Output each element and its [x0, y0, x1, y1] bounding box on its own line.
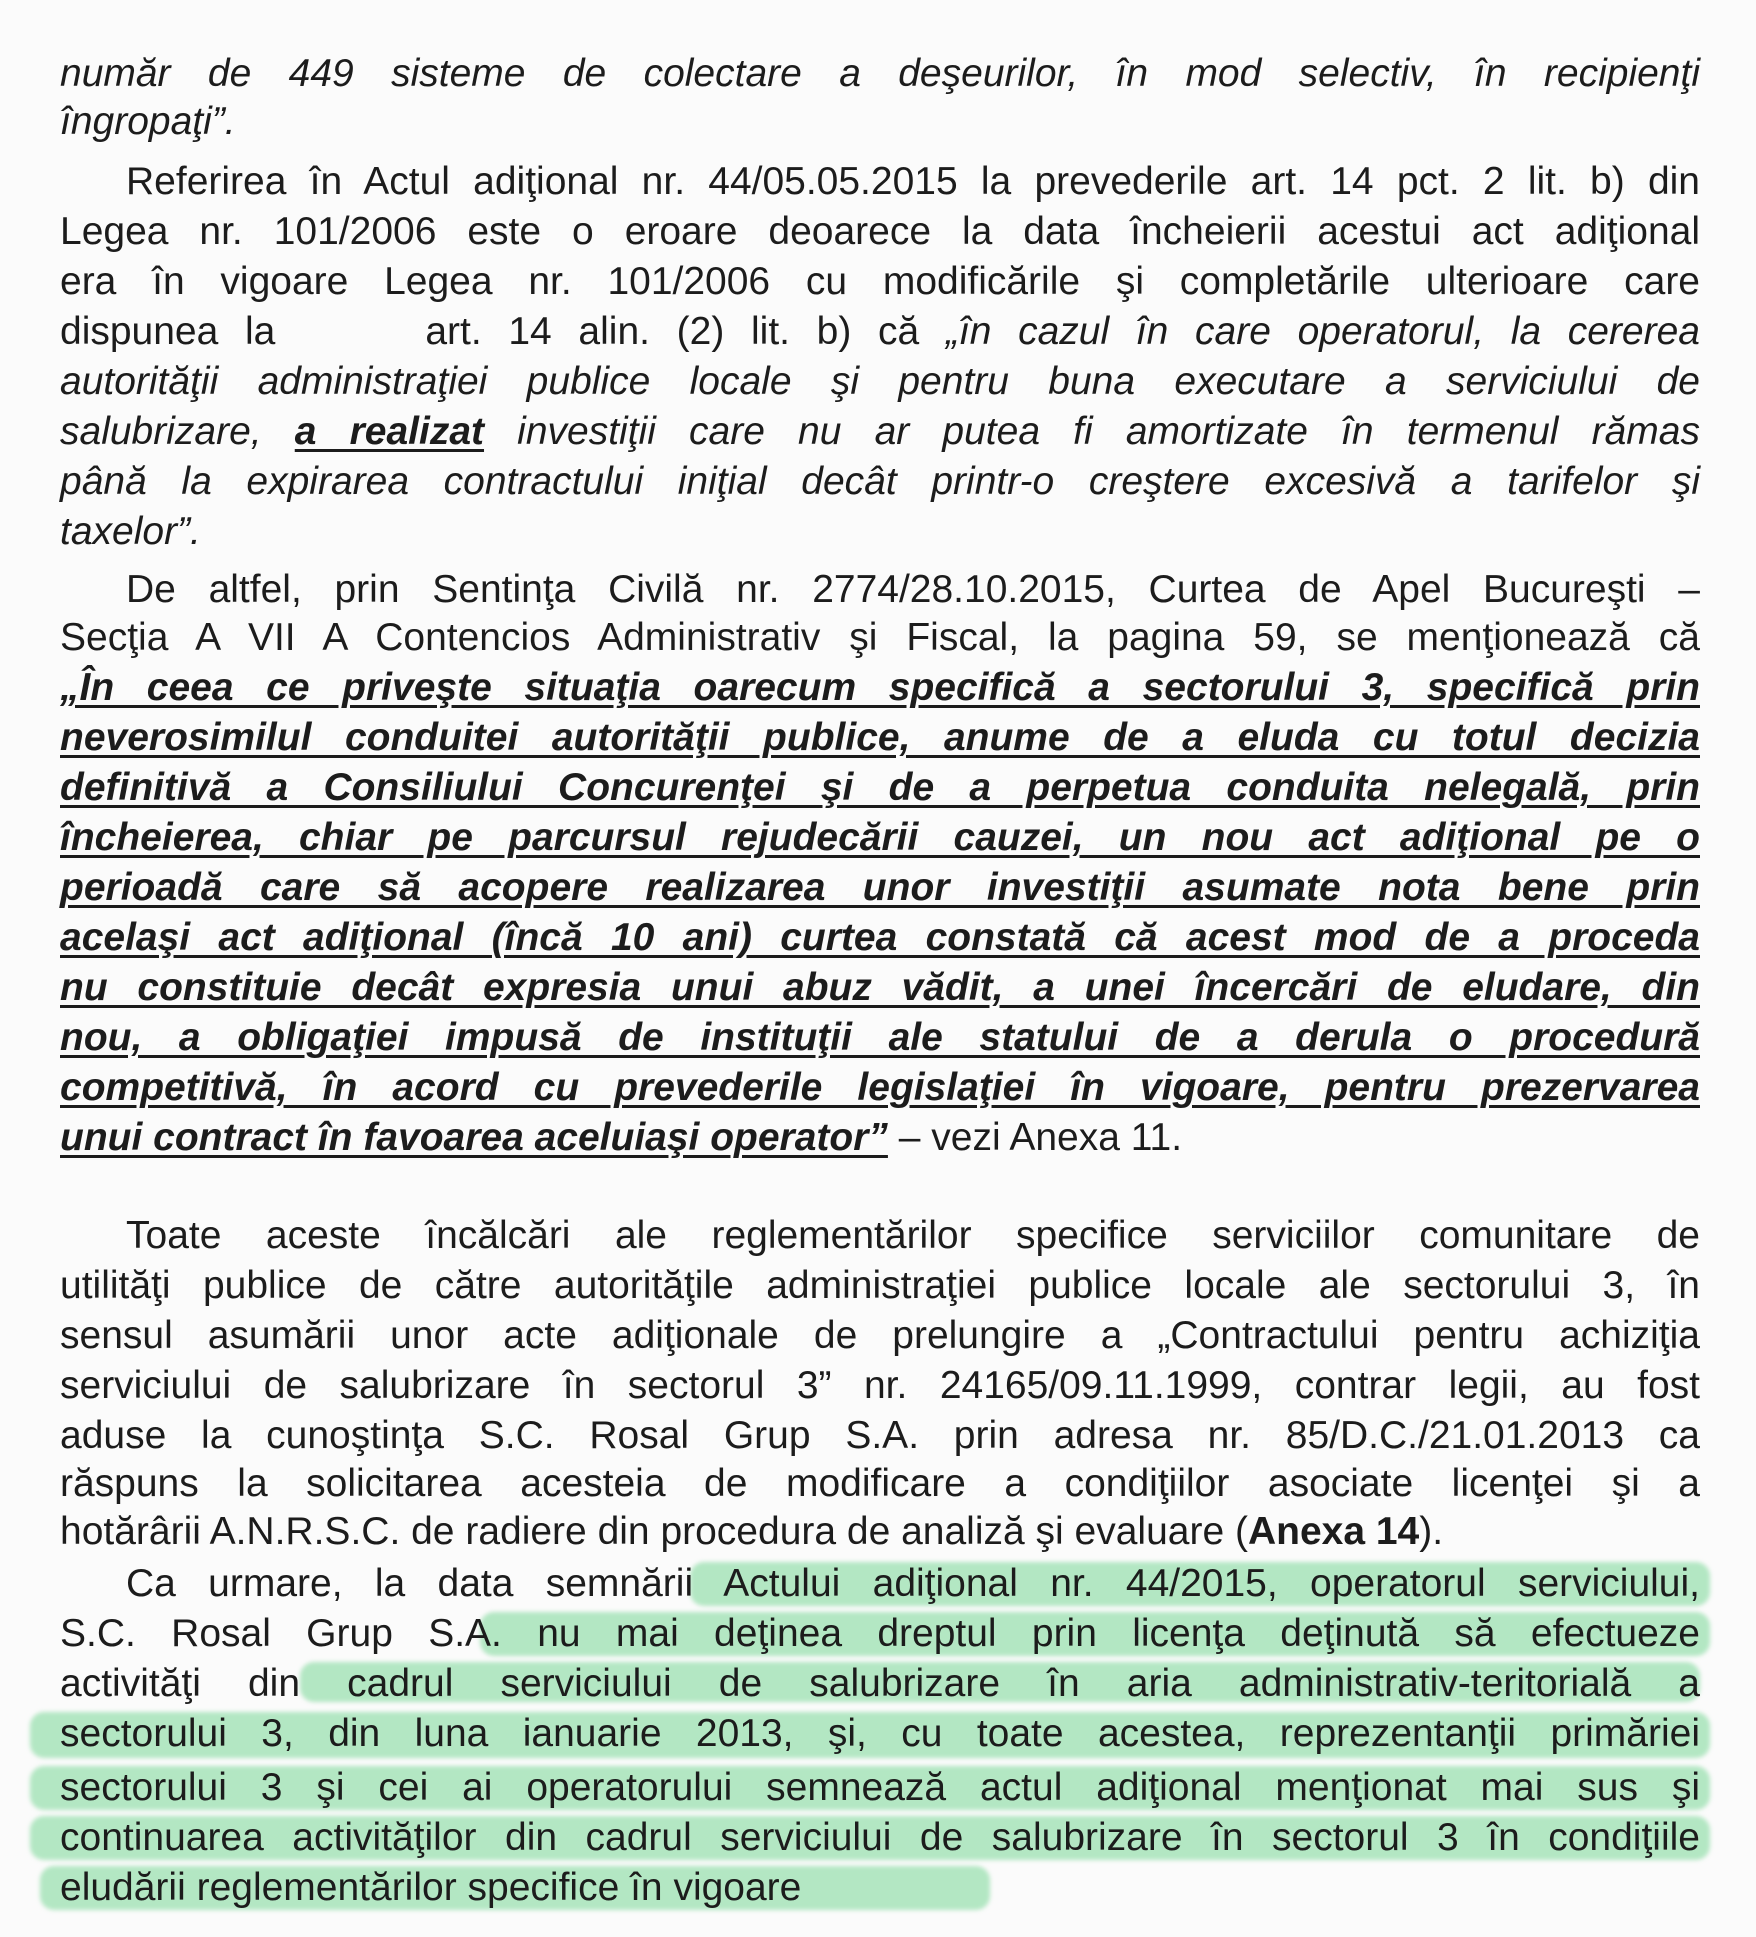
text-line: număr de 449 sisteme de colectare a deşeurilor, în mod selectiv, în recipienţi [60, 52, 1700, 95]
text-line: aduse la cunoştinţa S.C. Rosal Grup S.A. prin adresa nr. 85/D.C./21.01.2013 ca [60, 1414, 1700, 1457]
quote-line: încheierea, chiar pe parcursul rejudecării cauzei, un nou act adiţional pe o [60, 816, 1700, 859]
quote-line: competitivă, în acord cu prevederile legislaţiei în vigoare, pentru prezervarea [60, 1066, 1700, 1109]
quote-line: nou, a obligaţiei impusă de instituţii ale statului de a derula o procedură [60, 1016, 1700, 1059]
text-line [60, 408, 1700, 456]
text-segment: art. 14 alin. (2) lit. b) că [425, 310, 920, 353]
text-line: S.C. Rosal Grup S.A. nu mai deţinea dreptul prin licenţa deţinută să efectueze [60, 1612, 1700, 1655]
quote-segment: „în cazul în care operatorul, la cererea [945, 310, 1700, 353]
text-line: îngropaţi”. [60, 100, 236, 143]
text-line: taxelor”. [60, 510, 201, 553]
quote-line: nu constituie decât expresia unui abuz vădit, a unei încercări de eludare, din [60, 966, 1700, 1009]
text-segment: ). [1419, 1510, 1444, 1553]
text-line: Legea nr. 101/2006 este o eroare deoarece la data încheierii acestui act adiţional [60, 210, 1700, 253]
text-line: De altfel, prin Sentinţa Civilă nr. 2774/28.10.2015, Curtea de Apel Bucureşti – [126, 568, 1700, 611]
text-line: sensul asumării unor acte adiţionale de prelungire a „Contractului pentru achiziţia [60, 1314, 1700, 1357]
quote-line: neverosimilul conduitei autorităţii publice, anume de a eluda cu totul decizia [60, 716, 1700, 759]
text-line: Toate aceste încălcări ale reglementărilor specifice serviciilor comunitare de [126, 1214, 1700, 1257]
text-line: răspuns la solicitarea acesteia de modificare a condiţiilor asociate licenţei şi a [60, 1462, 1700, 1505]
text-line: Referirea în Actul adiţional nr. 44/05.05.2015 la prevederile art. 14 pct. 2 lit. b) din [126, 160, 1700, 203]
text-line: utilităţi publice de către autorităţile administraţiei publice locale ale sectorului 3, în [60, 1264, 1700, 1307]
text-line: sectorului 3, din luna ianuarie 2013, şi, cu toate acestea, reprezentanţii primăriei [60, 1712, 1700, 1755]
annex-reference: Anexa 14 [1247, 1510, 1420, 1553]
text-line: serviciului de salubrizare în sectorul 3” nr. 24165/09.11.1999, contrar legii, au fost [60, 1364, 1700, 1407]
quote-segment: unui contract în favoarea aceluiaşi operator” [60, 1116, 888, 1159]
text-line: sectorului 3 şi cei ai operatorului semnează actul adiţional menţionat mai sus şi [60, 1766, 1700, 1809]
text-line: autorităţii administraţiei publice locale şi pentru buna executare a serviciului de [60, 360, 1700, 403]
quote-line [60, 1114, 1700, 1162]
text-line: era în vigoare Legea nr. 101/2006 cu modificările şi completările ulterioare care [60, 260, 1700, 303]
text-line [60, 308, 1700, 356]
text-segment: salubrizare, [60, 410, 262, 453]
emphasis-segment: a realizat [294, 410, 485, 453]
text-segment: dispunea la [60, 310, 276, 353]
text-line: eludării reglementărilor specifice în vigoare [60, 1866, 802, 1909]
text-line: Secţia A VII A Contencios Administrativ şi Fiscal, la pagina 59, se menţionează că [60, 616, 1700, 659]
text-segment: investiţii care nu ar putea fi amortizate în termenul rămas [517, 410, 1700, 453]
text-segment: hotărârii A.N.R.S.C. de radiere din procedura de analiză şi evaluare ( [60, 1510, 1248, 1553]
quote-line: „În ceea ce priveşte situaţia oarecum specifică a sectorului 3, specifică prin [60, 666, 1700, 709]
text-line: Ca urmare, la data semnării Actului adiţional nr. 44/2015, operatorul serviciului, [126, 1562, 1700, 1605]
text-line [60, 1508, 1700, 1556]
quote-line: perioadă care să acopere realizarea unor investiţii asumate nota bene prin [60, 866, 1700, 909]
text-line: până la expirarea contractului iniţial decât printr-o creştere excesivă a tarifelor şi [60, 460, 1700, 503]
text-line: activităţi din cadrul serviciului de salubrizare în aria administrativ-teritorială a [60, 1662, 1700, 1705]
text-line: continuarea activităţilor din cadrul serviciului de salubrizare în sectorul 3 în condiţiile [60, 1816, 1700, 1859]
quote-line: acelaşi act adiţional (încă 10 ani) curtea constată că acest mod de a proceda [60, 916, 1700, 959]
quote-line: definitivă a Consiliului Concurenţei şi de a perpetua conduita nelegală, prin [60, 766, 1700, 809]
text-segment: – vezi Anexa 11. [887, 1116, 1183, 1159]
